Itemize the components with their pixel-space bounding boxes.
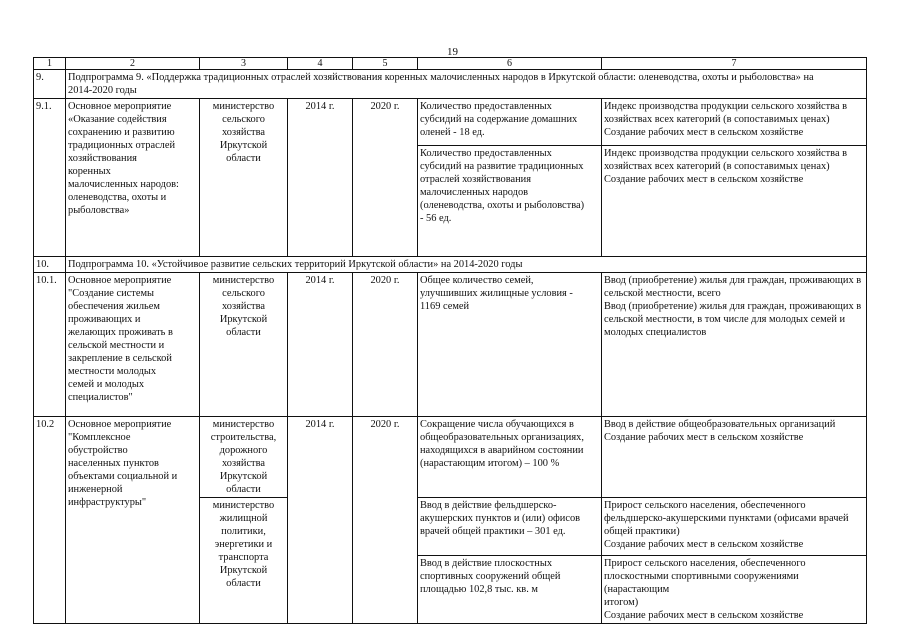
item-10-1-executor: министерство сельского хозяйства Иркутской области <box>200 273 288 417</box>
col-header-3: 3 <box>200 58 288 70</box>
item-9-1-end: 2020 г. <box>353 99 418 257</box>
col-header-1: 1 <box>34 58 66 70</box>
item-9-1-executor: министерство сельского хозяйства Иркутской области <box>200 99 288 257</box>
item-10-2-result-b: Ввод в действие фельдшерско- акушерских пунктов и (или) офисов врачей общей практики – 301 ед. <box>418 498 602 556</box>
item-9-1-event: Основное мероприятие «Оказание содействия сохранению и развитию традиционных отраслей хозяйствования коренных малочисленных народов: оленеводства, охоты и рыболовства» <box>66 99 200 257</box>
item-10-2-indicator-b: Прирост сельского населения, обеспеченного фельдшерско-акушерскими пунктами (офисами врачей общей практики) Создание рабочих мест в сельском хозяйстве <box>602 498 867 556</box>
col-header-4: 4 <box>288 58 353 70</box>
item-10-1-number: 10.1. <box>34 273 66 417</box>
subprogram-9-number: 9. <box>34 70 66 99</box>
item-9-1-result-b: Количество предоставленных субсидий на развитие традиционных отраслей хозяйствования малочисленных народов (оленеводства, охоты и рыболовства) - 56 ед. <box>418 146 602 257</box>
col-header-5: 5 <box>353 58 418 70</box>
item-10-2-number: 10.2 <box>34 417 66 624</box>
item-9-1-start: 2014 г. <box>288 99 353 257</box>
item-9-1-indicator-b: Индекс производства продукции сельского хозяйства в хозяйствах всех категорий (в сопоставимых ценах) Создание рабочих мест в сельском хозяйстве <box>602 146 867 257</box>
page-number: 19 <box>447 46 458 58</box>
item-10-2-indicator-a: Ввод в действие общеобразовательных организаций Создание рабочих мест в сельском хозяйстве <box>602 417 867 498</box>
item-10-2-event: Основное мероприятие "Комплексное обустройство населенных пунктов объектами социальной и инженерной инфраструктуры" <box>66 417 200 624</box>
item-10-2-result-c: Ввод в действие плоскостных спортивных сооружений общей площадью 102,8 тыс. кв. м <box>418 556 602 624</box>
item-10-2-executor-a: министерство строительства, дорожного хозяйства Иркутской области <box>200 417 288 498</box>
col-header-7: 7 <box>602 58 867 70</box>
col-header-6: 6 <box>418 58 602 70</box>
subprogram-10-number: 10. <box>34 257 66 273</box>
item-9-1-result-a: Количество предоставленных субсидий на содержание домашних оленей - 18 ед. <box>418 99 602 146</box>
table-row <box>34 417 867 498</box>
item-10-2-end: 2020 г. <box>353 417 418 624</box>
subprogram-10-title: Подпрограмма 10. «Устойчивое развитие сельских территорий Иркутской области» на 2014-2020 годы <box>66 257 867 273</box>
item-10-2-indicator-c: Прирост сельского населения, обеспеченного плоскостными спортивными сооружениями (нарастающим итогом) Создание рабочих мест в сельском хозяйстве <box>602 556 867 624</box>
item-10-2-start: 2014 г. <box>288 417 353 624</box>
item-10-1-start: 2014 г. <box>288 273 353 417</box>
column-number-row <box>34 58 867 70</box>
subprogram-10-row <box>34 257 867 273</box>
item-10-1-event: Основное мероприятие "Создание системы обеспечения жильем проживающих и желающих проживать в сельской местности и закрепление в сельской местности молодых семей и молодых специалистов" <box>66 273 200 417</box>
item-10-1-end: 2020 г. <box>353 273 418 417</box>
item-10-2-result-a: Сокращение числа обучающихся в общеобразовательных организациях, находящихся в аварийном состоянии (нарастающим итогом) – 100 % <box>418 417 602 498</box>
item-10-1-result: Общее количество семей, улучшивших жилищные условия - 1169 семей <box>418 273 602 417</box>
item-10-2-executor-b: министерство жилищной политики, энергетики и транспорта Иркутской области <box>200 498 288 624</box>
item-9-1-number: 9.1. <box>34 99 66 257</box>
subprogram-9-title: Подпрограмма 9. «Поддержка традиционных отраслей хозяйствования коренных малочисленных народов в Иркутской области: оленеводства, охоты и рыболовства» на 2014-2020 годы <box>66 70 867 99</box>
col-header-2: 2 <box>66 58 200 70</box>
table-row <box>34 99 867 146</box>
program-table <box>33 57 867 624</box>
subprogram-9-row <box>34 70 867 99</box>
table-row <box>34 273 867 417</box>
item-10-1-indicator: Ввод (приобретение) жилья для граждан, проживающих в сельской местности, всего Ввод (приобретение) жилья для граждан, проживающих в сельской местности, в том числе для молодых семей и молодых специалистов <box>602 273 867 417</box>
item-9-1-indicator-a: Индекс производства продукции сельского хозяйства в хозяйствах всех категорий (в сопоставимых ценах) Создание рабочих мест в сельском хозяйстве <box>602 99 867 146</box>
